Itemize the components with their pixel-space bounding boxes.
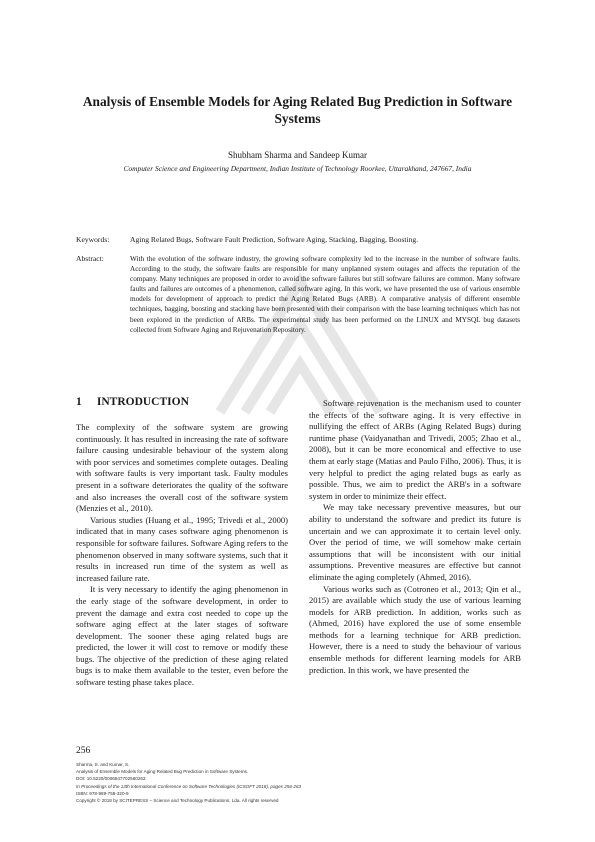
- paper-affiliation: Computer Science and Engineering Department, Indian Institute of Technology Roorkee, Uttarakhand, 247667, India: [123, 164, 472, 173]
- footer-line: Sharma, S. and Kumar, S.: [76, 762, 130, 767]
- footer-line: DOI: 10.5220/0006847702560263: [76, 776, 146, 782]
- paragraph: We may take necessary preventive measures, but our ability to understand the software and predict its future is uncertain and we can approximate it to certain level only. Over the period of time, we will somehow make certain assumptions that will be inconsistent with our initial assumptions. Preventive measures are effective but cannot eliminate the aging completely (Ahmed, 2016).: [309, 502, 521, 582]
- paragraph: Various works such as (Cotroneo et al., 2013; Qin et al., 2015) are available which study the use of various learning models for ARB prediction. In addition, works such as (Ahmed, 2016) have explored the use of some ensemble methods for a learning technique for ARB prediction. However, there is a need to study the behaviour of various ensemble methods for different learning models for ARB prediction. In this work, we have presented the: [309, 583, 521, 675]
- left-column: [76, 422, 288, 689]
- footer-line: Analysis of Ensemble Models for Aging Related Bug Prediction in Software Systems.: [76, 769, 249, 775]
- abstract-text: With the evolution of the software industry, the growing software complexity led to the increase in the number of software faults. According to the study, the software faults are responsible for many unplanned system outages and affects the reputation of the company. Many techniques are proposed in order to avoid the software failures but still software failures are common. Many software faults and failures are outcomes of a phenomenon, called software aging. In this work, we have presented the use of various ensemble models for development of approach to predict the Aging Related Bugs (ARB). A comparative analysis of different ensemble techniques, bagging, boosting and stacking have been presented with their comparison with the base learning techniques which has not been explored in the prediction of ARBs. The experimental study has been performed on the LINUX and MYSQL bug datasets collected from Software Aging and Rejuvenation Repository.: [130, 255, 520, 334]
- paragraph: Software rejuvenation is the mechanism used to counter the effects of the software aging. It is very effective in nullifying the effect of ARBs (Aging Related Bugs) during runtime phase (Vaidyanathan and Trivedi, 2005; Zhao et al., 2008), but it can be more economical and effective to use them at early stage (Matias and Paulo Filho, 2006). Thus, it is very helpful to predict the aging related bugs as early as possible. Thus, we aim to predict the ARB's in a software system in order to minimize their effect.: [309, 398, 521, 501]
- section-title: INTRODUCTION: [96, 396, 189, 408]
- paper-title: Analysis of Ensemble Models for Aging Related Bug Prediction in Software Systems: [82, 94, 513, 126]
- section-heading: [76, 396, 189, 408]
- right-column: [309, 398, 521, 676]
- citation-footer: [76, 761, 301, 804]
- section-number: 1: [76, 396, 82, 408]
- paragraph: It is very necessary to identify the aging phenomenon in the early stage of the software development, in order to prevent the damage and extra cost needed to cope up the software aging effect at the later stages of software development. The sooner these aging related bugs are predicted, the lower it will cost to remove or modify these bugs. The objective of the prediction of these aging related bugs is to make them available to the tester, even before the software testing phase takes place.: [76, 584, 288, 688]
- keywords-text: Aging Related Bugs, Software Fault Prediction, Software Aging, Stacking, Bagging, Boosting.: [130, 235, 419, 244]
- page-number: 256: [76, 746, 91, 756]
- paragraph: Various studies (Huang et al., 1995; Trivedi et al., 2000) indicated that in many cases software aging phenomenon is responsible for software failures. Software Aging refers to the phenomenon observed in many software systems, such that it results in increased run time of the system as well as increased failure rate.: [76, 514, 288, 583]
- footer-line: ISBN: 978-989-758-320-9: [76, 790, 129, 796]
- abstract-label: Abstract:: [76, 254, 104, 263]
- paper-authors: Shubham Sharma and Sandeep Kumar: [228, 150, 367, 160]
- footer-line: Copyright © 2018 by SCITEPRESS – Science and Technology Publications, Lda. All rights reserved: [76, 798, 279, 804]
- keywords-label: Keywords:: [76, 235, 110, 244]
- footer-line: In Proceedings of the 13th International Conference on Software Technologies (ICSOFT 2018), pages 256-263: [76, 783, 302, 789]
- paragraph: The complexity of the software system are growing continuously. It has resulted in increasing the rate of software failure causing undesirable behaviour of the system along with poor services and sometimes complete outages. Dealing with software faults is very important task. Faulty modules present in a software deteriorates the quality of the software and also increases the overall cost of the software system (Menzies et al., 2010).: [76, 422, 288, 514]
